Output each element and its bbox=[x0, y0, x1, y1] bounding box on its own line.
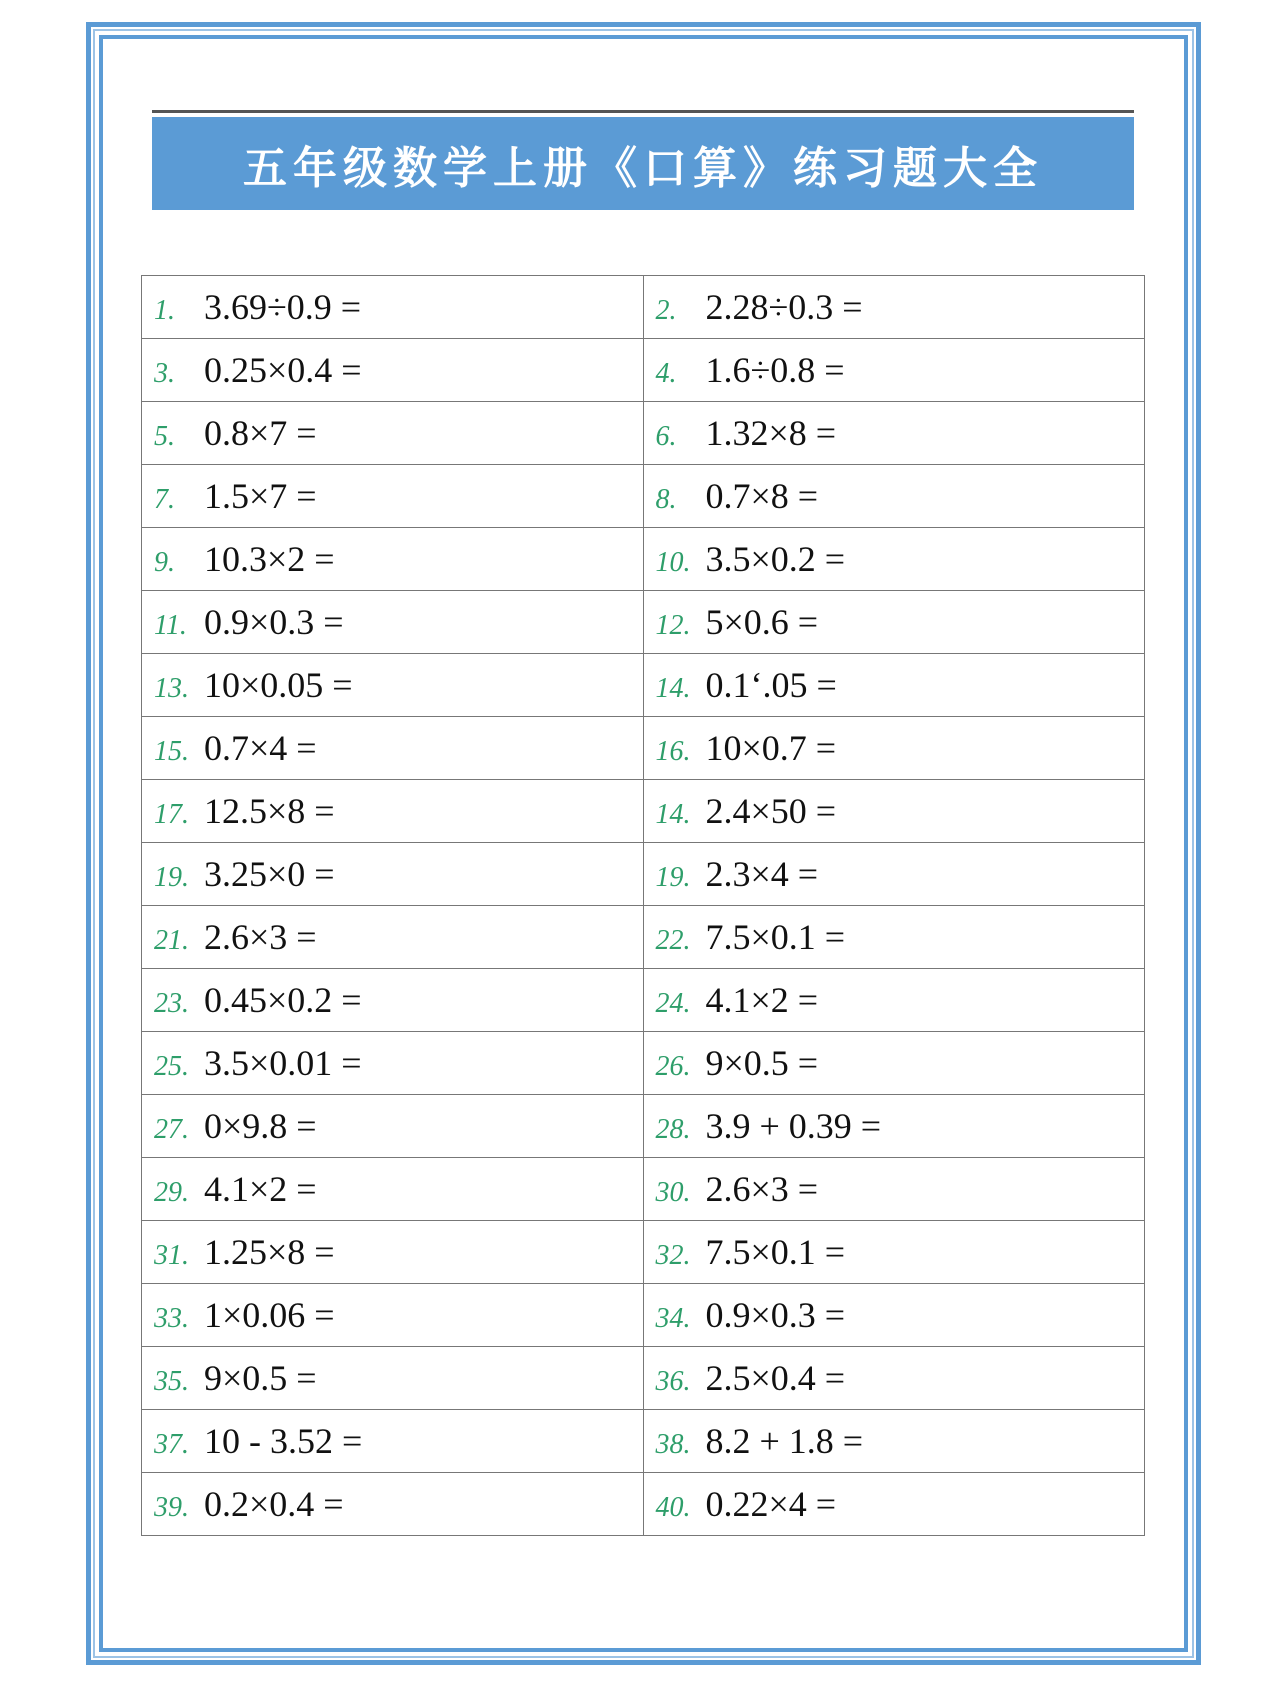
exercise-cell bbox=[643, 465, 1145, 528]
exercise-number: 7. bbox=[154, 484, 175, 515]
table-row bbox=[142, 843, 1145, 906]
exercise-cell bbox=[643, 1284, 1145, 1347]
exercise-equation: 5×0.6 = bbox=[705, 602, 819, 642]
table-row bbox=[142, 1032, 1145, 1095]
exercise-number: 29. bbox=[154, 1177, 189, 1208]
exercise-equation: 2.3×4 = bbox=[705, 854, 819, 894]
exercise-number: 25. bbox=[154, 1051, 189, 1082]
exercise-cell bbox=[142, 1158, 644, 1221]
exercise-equation: 3.9 + 0.39 = bbox=[705, 1106, 882, 1146]
table-row bbox=[142, 1284, 1145, 1347]
exercise-number: 16. bbox=[655, 736, 691, 767]
exercise-number: 14. bbox=[655, 673, 691, 704]
exercise-equation: 0.9×0.3 = bbox=[705, 1295, 846, 1335]
exercise-cell bbox=[643, 1347, 1145, 1410]
table-row bbox=[142, 969, 1145, 1032]
exercise-cell bbox=[142, 843, 644, 906]
exercise-number: 22. bbox=[655, 925, 691, 956]
exercise-equation: 10.3×2 = bbox=[204, 539, 335, 579]
exercise-equation: 3.25×0 = bbox=[204, 854, 335, 894]
exercise-equation: 2.28÷0.3 = bbox=[705, 287, 863, 327]
exercise-cell bbox=[142, 339, 644, 402]
table-row bbox=[142, 465, 1145, 528]
exercise-number: 35. bbox=[154, 1366, 189, 1397]
exercise-cell bbox=[142, 780, 644, 843]
exercise-cell bbox=[643, 528, 1145, 591]
exercise-equation: 1×0.06 = bbox=[204, 1295, 335, 1335]
exercise-cell bbox=[142, 591, 644, 654]
exercise-number: 31. bbox=[154, 1240, 189, 1271]
exercise-cell bbox=[142, 465, 644, 528]
exercise-number: 24. bbox=[655, 988, 691, 1019]
exercise-cell bbox=[142, 1032, 644, 1095]
exercise-cell bbox=[142, 906, 644, 969]
table-row bbox=[142, 402, 1145, 465]
exercise-equation: 4.1×2 = bbox=[204, 1169, 317, 1209]
exercise-equation: 7.5×0.1 = bbox=[705, 1232, 846, 1272]
exercise-number: 34. bbox=[655, 1303, 691, 1334]
title-banner bbox=[152, 117, 1134, 210]
exercise-equation: 0.7×8 = bbox=[705, 476, 819, 516]
exercise-equation: 0.2×0.4 = bbox=[204, 1484, 344, 1524]
exercise-number: 28. bbox=[655, 1114, 691, 1145]
exercise-equation: 0.1‘.05 = bbox=[705, 665, 837, 705]
exercise-equation: 2.6×3 = bbox=[204, 917, 317, 957]
exercise-cell bbox=[643, 780, 1145, 843]
exercise-equation: 9×0.5 = bbox=[204, 1358, 317, 1398]
exercise-number: 4. bbox=[655, 358, 677, 389]
exercise-number: 14. bbox=[655, 799, 691, 830]
exercise-number: 11. bbox=[154, 610, 187, 641]
exercise-cell bbox=[643, 1032, 1145, 1095]
exercise-equation: 10×0.7 = bbox=[705, 728, 837, 768]
exercise-cell bbox=[643, 1221, 1145, 1284]
exercise-number: 27. bbox=[154, 1114, 189, 1145]
table-row bbox=[142, 276, 1145, 339]
exercise-number: 3. bbox=[154, 358, 175, 389]
exercise-equation: 1.6÷0.8 = bbox=[705, 350, 845, 390]
exercise-equation: 10×0.05 = bbox=[204, 665, 353, 705]
exercise-number: 30. bbox=[655, 1177, 691, 1208]
exercise-cell bbox=[643, 1095, 1145, 1158]
exercise-equation: 3.5×0.2 = bbox=[705, 539, 846, 579]
exercise-number: 2. bbox=[655, 295, 677, 326]
exercise-cell bbox=[643, 906, 1145, 969]
page-title: 五年级数学上册《口算》练习题大全 bbox=[243, 142, 1043, 194]
exercise-equation: 0.9×0.3 = bbox=[204, 602, 344, 642]
table-row bbox=[142, 780, 1145, 843]
exercise-cell bbox=[643, 654, 1145, 717]
exercise-cell bbox=[643, 276, 1145, 339]
exercise-cell bbox=[643, 717, 1145, 780]
exercise-number: 37. bbox=[154, 1429, 189, 1460]
exercise-equation: 2.5×0.4 = bbox=[705, 1358, 846, 1398]
exercise-number: 23. bbox=[154, 988, 189, 1019]
table-row bbox=[142, 1221, 1145, 1284]
exercise-equation: 4.1×2 = bbox=[705, 980, 819, 1020]
table-row bbox=[142, 528, 1145, 591]
title-rule bbox=[152, 110, 1134, 113]
exercise-equation: 12.5×8 = bbox=[204, 791, 335, 831]
exercise-number: 10. bbox=[655, 547, 691, 578]
table-row bbox=[142, 591, 1145, 654]
exercise-equation: 0×9.8 = bbox=[204, 1106, 317, 1146]
exercise-cell bbox=[142, 276, 644, 339]
exercise-equation: 10 - 3.52 = bbox=[204, 1421, 363, 1461]
table-row bbox=[142, 1410, 1145, 1473]
exercise-cell bbox=[142, 717, 644, 780]
exercise-number: 5. bbox=[154, 421, 175, 452]
table-row bbox=[142, 1473, 1145, 1536]
table-row bbox=[142, 1095, 1145, 1158]
exercise-equation: 1.32×8 = bbox=[705, 413, 837, 453]
exercise-equation: 0.7×4 = bbox=[204, 728, 317, 768]
exercise-number: 33. bbox=[154, 1303, 189, 1334]
exercise-cell bbox=[142, 1095, 644, 1158]
exercise-cell bbox=[142, 654, 644, 717]
exercise-equation: 0.22×4 = bbox=[705, 1484, 837, 1524]
exercise-cell bbox=[643, 843, 1145, 906]
exercise-equation: 1.5×7 = bbox=[204, 476, 317, 516]
exercise-equation: 3.5×0.01 = bbox=[204, 1043, 362, 1083]
exercise-number: 32. bbox=[655, 1240, 691, 1271]
exercise-cell bbox=[142, 528, 644, 591]
exercise-equation: 7.5×0.1 = bbox=[705, 917, 846, 957]
exercise-number: 13. bbox=[154, 673, 189, 704]
exercise-equation: 2.4×50 = bbox=[705, 791, 837, 831]
table-row bbox=[142, 654, 1145, 717]
exercise-table bbox=[141, 275, 1145, 1536]
exercise-cell bbox=[142, 402, 644, 465]
table-row bbox=[142, 339, 1145, 402]
table-row bbox=[142, 717, 1145, 780]
exercise-number: 40. bbox=[655, 1492, 691, 1523]
exercise-cell bbox=[142, 1221, 644, 1284]
exercise-number: 19. bbox=[154, 862, 189, 893]
exercise-equation: 0.8×7 = bbox=[204, 413, 317, 453]
exercise-cell bbox=[643, 402, 1145, 465]
exercise-number: 6. bbox=[655, 421, 677, 452]
exercise-number: 38. bbox=[655, 1429, 691, 1460]
table-row bbox=[142, 1158, 1145, 1221]
exercise-number: 9. bbox=[154, 547, 175, 578]
exercise-equation: 8.2 + 1.8 = bbox=[705, 1421, 864, 1461]
exercise-number: 19. bbox=[655, 862, 691, 893]
exercise-cell bbox=[142, 1473, 644, 1536]
exercise-number: 17. bbox=[154, 799, 189, 830]
exercise-number: 21. bbox=[154, 925, 189, 956]
exercise-equation: 1.25×8 = bbox=[204, 1232, 335, 1272]
exercise-cell bbox=[643, 591, 1145, 654]
exercise-equation: 9×0.5 = bbox=[705, 1043, 819, 1083]
exercise-cell bbox=[643, 1410, 1145, 1473]
exercise-cell bbox=[142, 1410, 644, 1473]
exercise-cell bbox=[142, 1284, 644, 1347]
table-row bbox=[142, 1347, 1145, 1410]
exercise-equation: 0.45×0.2 = bbox=[204, 980, 362, 1020]
exercise-number: 26. bbox=[655, 1051, 691, 1082]
table-row bbox=[142, 906, 1145, 969]
exercise-equation: 2.6×3 = bbox=[705, 1169, 819, 1209]
exercise-number: 8. bbox=[655, 484, 677, 515]
exercise-number: 15. bbox=[154, 736, 189, 767]
exercise-cell bbox=[142, 1347, 644, 1410]
exercise-number: 39. bbox=[154, 1492, 189, 1523]
exercise-cell bbox=[643, 1158, 1145, 1221]
exercise-cell bbox=[643, 339, 1145, 402]
exercise-equation: 3.69÷0.9 = bbox=[204, 287, 362, 327]
exercise-cell bbox=[643, 1473, 1145, 1536]
exercise-cell bbox=[643, 969, 1145, 1032]
exercise-number: 1. bbox=[154, 295, 175, 326]
exercise-number: 12. bbox=[655, 610, 691, 641]
exercise-number: 36. bbox=[655, 1366, 691, 1397]
exercise-equation: 0.25×0.4 = bbox=[204, 350, 362, 390]
exercise-cell bbox=[142, 969, 644, 1032]
